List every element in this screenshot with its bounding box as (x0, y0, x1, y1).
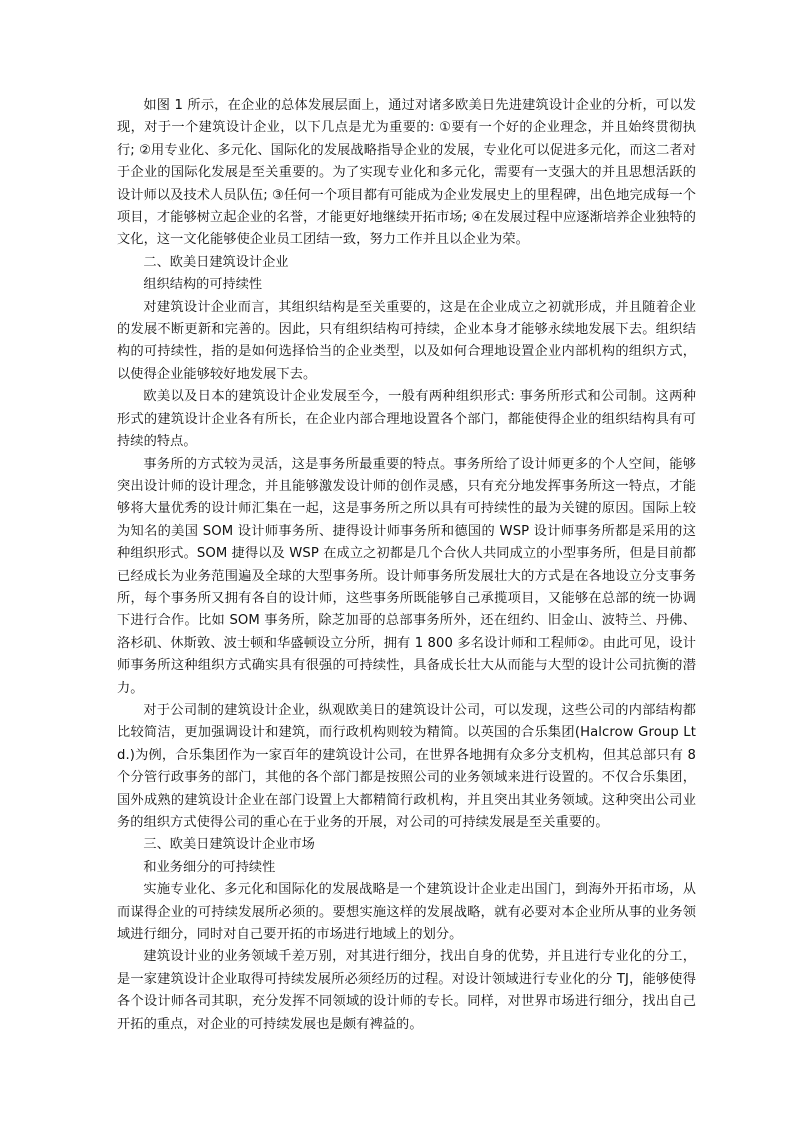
paragraph-segmentation: 建筑设计业的业务领域千差万别，对其进行细分，找出自身的优势，并且进行专业化的分工，是一家建筑设计企业取得可持续发展所必须经历的过程。对设计领域进行专业化的分 TJ，能够使得各个设计师各司其职，充分发挥不同领域的设计师的专长。同样，对世界市场进行细分，找出自己开拓的重点，对企业的可持续发展也是颇有裨益的。 (117, 949, 696, 1032)
paragraph-strategy: 实施专业化、多元化和国际化的发展战略是一个建筑设计企业走出国门，到海外开拓市场，从而谋得企业的可持续发展所必须的。要想实施这样的发展战略，就有必要对本企业所从事的业务领域进行细分，同时对自己要开拓的市场进行地域上的划分。 (117, 882, 696, 943)
section-heading-3-line2: 和业务细分的可持续性 (143, 859, 276, 875)
paragraph-company-model: 对于公司制的建筑设计企业，纵观欧美日的建筑设计公司，可以发现，这些公司的内部结构都比较简洁，更加强调设计和建筑，而行政机构则较为精简。以英国的合乐集团(Halcrow Group Ltd.)为例，合乐集团作为一家百年的建筑设计公司，在世界各地拥有众多分支机构，但其总部只有 8 个分管行政事务的部门，其他的各个部门都是按照公司的业务领域来进行设置的。不仅合乐集团，国外成熟的建筑设计企业在部门设置上大都精简行政机构，并且突出其业务领域。这种突出公司业务的组织方式使得公司的重心在于业务的开展，对公司的可持续发展是至关重要的。 (117, 702, 696, 830)
section-heading-2-line2: 组织结构的可持续性 (143, 277, 263, 293)
paragraph-org-forms: 欧美以及日本的建筑设计企业发展至今，一般有两种组织形式: 事务所形式和公司制。这两种形式的建筑设计企业各有所长，在企业内部合理地设置各个部门，都能使得企业的组织结构具有可持续的特点。 (117, 389, 696, 450)
paragraph-firm-model: 事务所的方式较为灵活，这是事务所最重要的特点。事务所给了设计师更多的个人空间，能够突出设计师的设计理念，并且能够激发设计师的创作灵感，只有充分地发挥事务所这一特点，才能够将大量优秀的设计师汇集在一起，这是事务所之所以具有可持续性的最为关键的原因。国际上较为知名的美国 SOM 设计师事务所、捷得设计师事务所和德国的 WSP 设计师事务所都是采用的这种组织形式。SOM 捷得以及 WSP 在成立之初都是几个合伙人共同成立的小型事务所，但是目前都已经成长为业务范围遍及全球的大型事务所。设计师事务所发展壮大的方式是在各地设立分支事务所，每个事务所又拥有各自的设计师，这些事务所既能够自己承揽项目，又能够在总部的统一协调下进行合作。比如 SOM 事务所，除芝加哥的总部事务所外，还在纽约、旧金山、波特兰、丹佛、洛杉矶、休斯敦、波士顿和华盛顿设立分所，拥有 1 800 多名设计师和工程师②。由此可见，设计师事务所这种组织方式确实具有很强的可持续性，具备成长壮大从而能与大型的设计公司抗衡的潜力。 (117, 456, 696, 696)
paragraph-intro: 如图 1 所示，在企业的总体发展层面上，通过对诸多欧美日先进建筑设计企业的分析，可以发现，对于一个建筑设计企业，以下几点是尤为重要的: ①要有一个好的企业理念，并且始终贯彻执行; ②用专业化、多元化、国际化的发展战略指导企业的发展，专业化可以促进多元化，而这二者对于企业的国际化发展是至关重要的。为了实现专业化和多元化，需要有一支强大的并且思想活跃的设计师以及技术人员队伍; ③任何一个项目都有可能成为企业发展史上的里程碑，出色地完成每一个项目，才能够树立起企业的名誉，才能更好地继续开拓市场; ④在发展过程中应逐渐培养企业独特的文化，这一文化能够使企业员工团结一致，努力工作并且以企业为荣。 (117, 98, 696, 248)
section-heading-2-line1: 二、欧美日建筑设计企业 (143, 254, 289, 270)
paragraph-org-structure: 对建筑设计企业而言，其组织结构是至关重要的，这是在企业成立之初就形成，并且随着企业的发展不断更新和完善的。因此，只有组织结构可持续，企业本身才能够永续地发展下去。组织结构的可持续性，指的是如何选择恰当的企业类型，以及如何合理地设置企业内部机构的组织方式，以使得企业能够较好地发展下去。 (117, 299, 696, 382)
section-heading-3-line1: 三、欧美日建筑设计企业市场 (143, 837, 315, 853)
